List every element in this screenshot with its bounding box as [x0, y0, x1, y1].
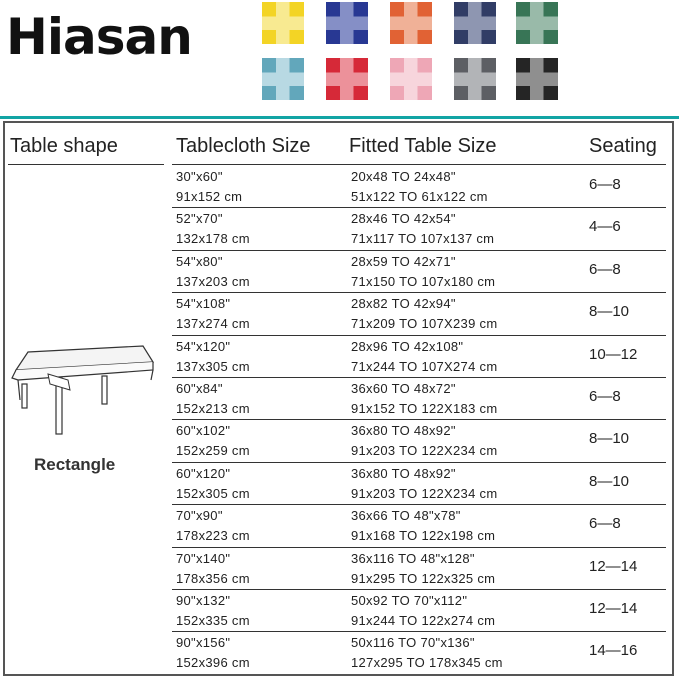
- tablecloth-size-inches: 70"x140": [176, 550, 231, 566]
- rectangle-table-illustration: [8, 340, 158, 440]
- fitted-size-cm: 71x209 TO 107X239 cm: [351, 316, 498, 332]
- tablecloth-size-cm: 152x305 cm: [176, 485, 250, 501]
- header-table-shape: Table shape: [10, 135, 118, 157]
- swatch-grey: [454, 58, 496, 100]
- fitted-size-cm: 127x295 TO 178x345 cm: [351, 655, 503, 671]
- swatch-teal: [262, 58, 304, 100]
- tablecloth-size-inches: 30"x60": [176, 169, 223, 184]
- tablecloth-size-cm: 137x274 cm: [176, 316, 250, 332]
- tablecloth-size-inches: 90"x156": [176, 635, 231, 651]
- shape-label-rectangle: Rectangle: [34, 455, 116, 474]
- swatch-orange: [390, 2, 432, 44]
- row-divider: [172, 504, 666, 505]
- seating-count: 14—16: [589, 642, 638, 660]
- tablecloth-size-inches: 90"x132": [176, 593, 231, 608]
- tablecloth-size-cm: 152x335 cm: [176, 613, 250, 628]
- row-divider: [172, 631, 666, 632]
- tablecloth-size-cm: 178x223 cm: [176, 528, 250, 544]
- row-divider: [172, 335, 666, 336]
- fitted-size-cm: 71x150 TO 107x180 cm: [351, 273, 496, 289]
- fitted-size-cm: 91x203 TO 122X234 cm: [351, 443, 498, 459]
- tablecloth-size-inches: 54"x108": [176, 296, 231, 312]
- seating-count: 6—8: [589, 515, 621, 533]
- tablecloth-size-inches: 60"x102": [176, 423, 231, 439]
- fitted-size-cm: 71x244 TO 107X274 cm: [351, 358, 498, 374]
- brand-logo: Hiasan: [6, 8, 192, 66]
- fitted-size-inches: 28x96 TO 42x108": [351, 338, 464, 354]
- row-divider: [172, 462, 666, 463]
- tablecloth-size-cm: 152x259 cm: [176, 443, 250, 459]
- seating-count: 8—10: [589, 303, 630, 321]
- row-divider: [172, 547, 666, 548]
- swatch-black: [516, 58, 558, 100]
- seating-count: 6—8: [589, 260, 621, 278]
- row-divider: [172, 292, 666, 293]
- tablecloth-size-inches: 54"x80": [176, 253, 223, 269]
- tablecloth-size-cm: 91x152 cm: [176, 189, 243, 204]
- tablecloth-size-inches: 54"x120": [176, 338, 231, 354]
- seating-count: 4—6: [589, 218, 621, 236]
- fitted-size-inches: 28x59 TO 42x71": [351, 253, 456, 269]
- row-divider: [172, 377, 666, 378]
- tablecloth-size-cm: 137x305 cm: [176, 358, 250, 374]
- shape-column-divider: [8, 164, 164, 165]
- fitted-size-inches: 28x82 TO 42x94": [351, 296, 456, 312]
- fitted-size-inches: 36x66 TO 48"x78": [351, 508, 461, 524]
- seating-count: 8—10: [589, 430, 630, 448]
- header-tablecloth-size: Tablecloth Size: [176, 135, 311, 157]
- fitted-size-inches: 36x116 TO 48"x128": [351, 550, 475, 566]
- fitted-size-cm: 91x244 TO 122x274 cm: [351, 613, 496, 628]
- tablecloth-size-inches: 60"x120": [176, 465, 231, 481]
- swatch-red: [326, 58, 368, 100]
- fitted-size-inches: 36x60 TO 48x72": [351, 381, 456, 396]
- tablecloth-size-cm: 152x396 cm: [176, 655, 250, 671]
- tablecloth-size-inches: 70"x90": [176, 508, 223, 524]
- row-divider: [172, 207, 666, 208]
- seating-count: 12—14: [589, 557, 638, 575]
- swatch-yellow: [262, 2, 304, 44]
- swatch-green: [516, 2, 558, 44]
- fitted-size-cm: 91x152 TO 122X183 cm: [351, 401, 498, 416]
- fitted-size-inches: 36x80 TO 48x92": [351, 465, 456, 481]
- tablecloth-size-inches: 60"x84": [176, 381, 223, 396]
- color-swatches: [262, 0, 679, 106]
- seating-count: 6—8: [589, 388, 621, 405]
- seating-count: 12—14: [589, 600, 638, 617]
- seating-count: 6—8: [589, 176, 621, 193]
- tablecloth-size-inches: 52"x70": [176, 211, 223, 227]
- fitted-size-inches: 36x80 TO 48x92": [351, 423, 456, 439]
- fitted-size-inches: 50x116 TO 70"x136": [351, 635, 475, 651]
- teal-divider: [0, 116, 679, 119]
- swatch-pink: [390, 58, 432, 100]
- row-divider: [172, 250, 666, 251]
- tablecloth-size-cm: 152x213 cm: [176, 401, 250, 416]
- fitted-size-cm: 91x295 TO 122x325 cm: [351, 570, 496, 586]
- header-seating: Seating: [589, 135, 657, 157]
- seating-count: 8—10: [589, 472, 630, 490]
- header-fitted-table-size: Fitted Table Size: [349, 135, 497, 157]
- row-divider: [172, 589, 666, 590]
- fitted-size-cm: 71x117 TO 107x137 cm: [351, 231, 495, 247]
- fitted-size-cm: 91x203 TO 122X234 cm: [351, 485, 498, 501]
- swatch-dark-navy: [454, 2, 496, 44]
- tablecloth-size-cm: 132x178 cm: [176, 231, 250, 247]
- fitted-size-inches: 20x48 TO 24x48": [351, 169, 456, 184]
- fitted-size-cm: 91x168 TO 122x198 cm: [351, 528, 496, 544]
- fitted-size-cm: 51x122 TO 61x122 cm: [351, 189, 488, 204]
- seating-count: 10—12: [589, 345, 638, 363]
- swatch-navy: [326, 2, 368, 44]
- fitted-size-inches: 28x46 TO 42x54": [351, 211, 456, 227]
- fitted-size-inches: 50x92 TO 70"x112": [351, 593, 468, 608]
- header-divider: [172, 164, 666, 165]
- row-divider: [172, 419, 666, 420]
- tablecloth-size-cm: 137x203 cm: [176, 273, 250, 289]
- tablecloth-size-cm: 178x356 cm: [176, 570, 250, 586]
